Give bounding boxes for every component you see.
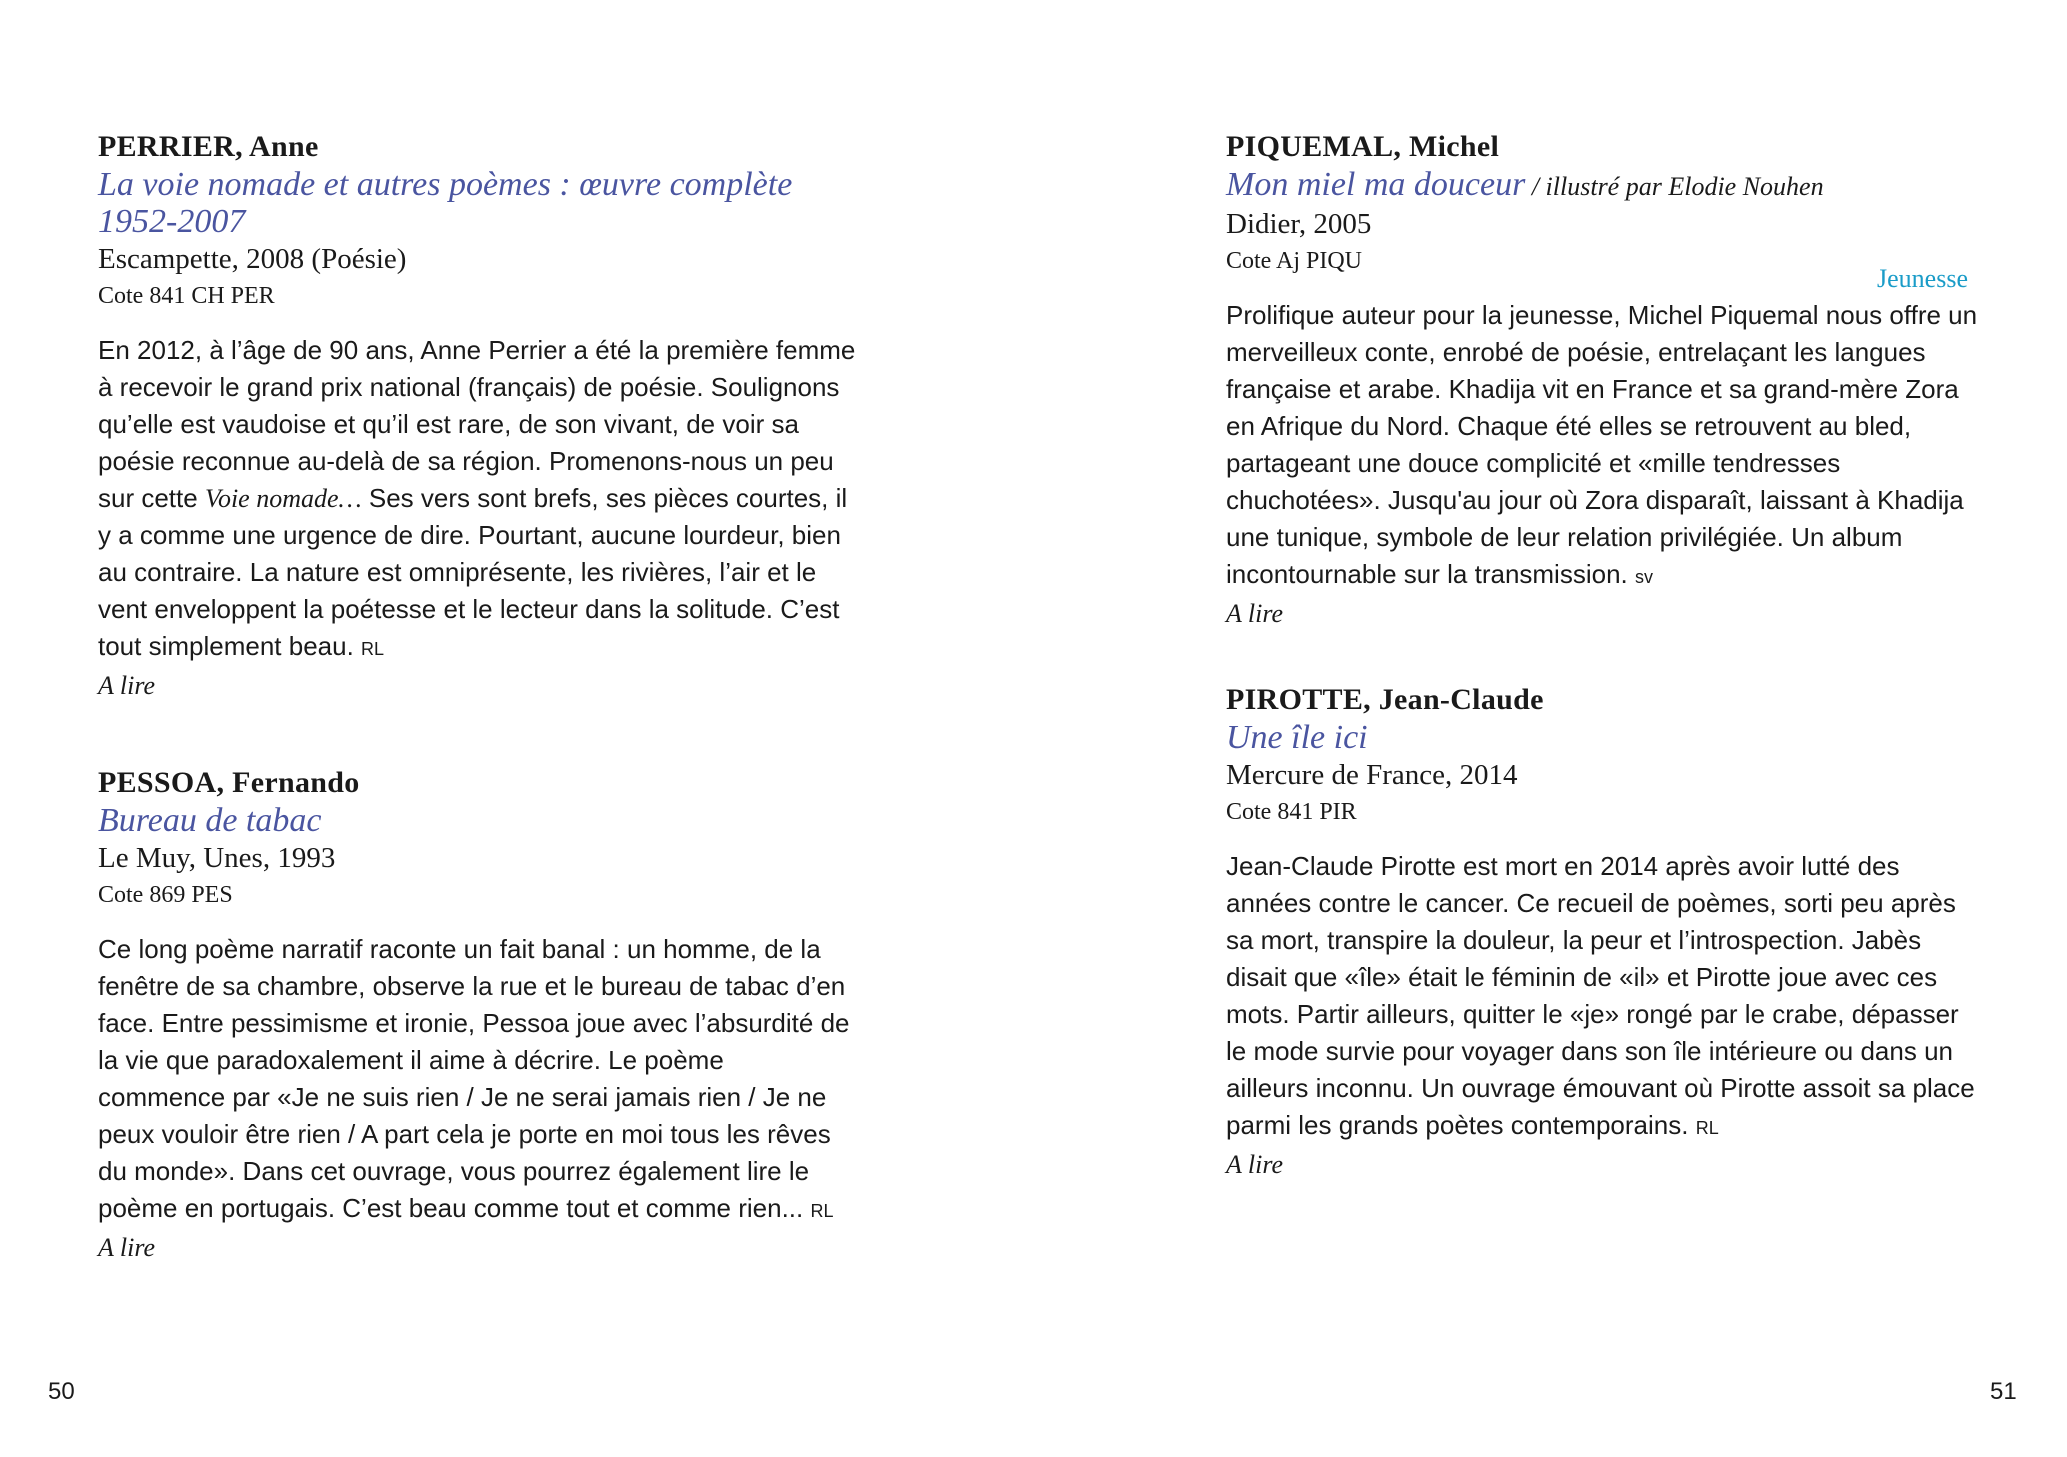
reviewer-initials: sv [1634, 567, 1653, 587]
author-name: PERRIER, Anne [98, 130, 319, 163]
review-text-part: En 2012, à l’âge de 90 ans, Anne Perrier a été la première femme à recevoir le grand prix national (français) de poésie. Soulignons qu’elle est vaudoise et qu’il est rare, de son vivant, de voir sa poésie reconnue au-delà de sa région. Promenons-nous un peu sur cette [98, 335, 856, 513]
illustrator-credit: / illustré par Elodie Nouhen [1525, 172, 1824, 201]
book-title-line: La voie nomade et autres poèmes : œuvre complète [98, 166, 793, 203]
right-page-column [1226, 128, 1986, 1183]
book-title [1226, 166, 1986, 205]
entry-perrier [98, 128, 858, 764]
review-text-part: Prolifique auteur pour la jeunesse, Michel Piquemal nous offre un merveilleux conte, enrobé de poésie, entrelaçant les langues française et arabe. Khadija vit en France et sa grand-mère Zora en Afrique du Nord. Chaque été elles se retrouvent au bled, partageant une douce complicité et «mille tendresses chuchotées». Jusqu'au jour où Zora disparaît, laissant à Khadija une tunique, symbole de leur relation privilégiée. Un album incontournable sur la transmission. [1226, 300, 1978, 589]
page-number-right: 51 [1990, 1378, 2017, 1405]
call-number: Cote 841 CH PER [98, 283, 275, 309]
review-text [98, 332, 858, 668]
category-tag: Jeunesse [1877, 264, 1968, 293]
recommendation-label: A lire [98, 671, 156, 700]
author-name: PESSOA, Fernando [98, 766, 360, 799]
book-title: Bureau de tabac [98, 802, 322, 839]
left-page-column [98, 128, 858, 1266]
review-text-part: Jean-Claude Pirotte est mort en 2014 après avoir lutté des années contre le cancer. Ce recueil de poèmes, sorti peu après sa mort, transpire la douleur, la peur et l’introspection. Jabès disait que «île» était le féminin de «il» et Pirotte joue avec ces mots. Partir ailleurs, quitter le «je» rongé par le crabe, dépasser le mode survie pour voyager dans son île intérieure ou dans un ailleurs inconnu. Un ouvrage émouvant où Pirotte assoit sa place parmi les grands poètes contemporains. [1226, 851, 1975, 1140]
call-number: Cote 869 PES [98, 882, 233, 908]
call-number: Cote Aj PIQU [1226, 248, 1363, 274]
entry-pirotte [1226, 681, 1986, 1183]
publisher: Mercure de France, 2014 [1226, 759, 1518, 791]
entry-pessoa [98, 764, 858, 1266]
book-title-text: Mon miel ma douceur [1226, 166, 1526, 203]
reviewer-initials: RL [1695, 1118, 1719, 1138]
reviewer-initials: RL [810, 1201, 834, 1221]
reviewer-initials: RL [361, 639, 385, 659]
book-title [98, 166, 858, 240]
book-title-line: 1952-2007 [98, 203, 246, 240]
author-name: PIROTTE, Jean-Claude [1226, 683, 1544, 716]
recommendation-label: A lire [98, 1233, 156, 1262]
book-title: Une île ici [1226, 719, 1368, 756]
review-text [98, 931, 858, 1230]
review-text-part: Ses vers sont brefs, ses pièces courtes, il y a comme une urgence de dire. Pourtant, aucune lourdeur, bien au contraire. La nature est omniprésente, les rivières, l’air et le vent enveloppent la poétesse et le lecteur dans la solitude. C’est tout simplement beau. [98, 483, 848, 661]
publisher: Le Muy, Unes, 1993 [98, 842, 336, 874]
entry-piquemal [1226, 128, 1986, 681]
publisher: Escampette, 2008 (Poésie) [98, 243, 407, 275]
publisher: Didier, 2005 [1226, 208, 1372, 240]
recommendation-label: A lire [1226, 599, 1284, 628]
review-text [1226, 848, 1986, 1147]
recommendation-label: A lire [1226, 1150, 1284, 1179]
review-italic-title: Voie nomade… [204, 484, 362, 513]
page-number-left: 50 [48, 1378, 75, 1405]
author-name: PIQUEMAL, Michel [1226, 130, 1500, 163]
call-number: Cote 841 PIR [1226, 799, 1357, 825]
review-text-part: Ce long poème narratif raconte un fait banal : un homme, de la fenêtre de sa chambre, observe la rue et le bureau de tabac d’en face. Entre pessimisme et ironie, Pessoa joue avec l’absurdité de la vie que paradoxalement il aime à décrire. Le poème commence par «Je ne suis rien / Je ne serai jamais rien / Je ne peux vouloir être rien / A part cela je porte en moi tous les rêves du monde». Dans cet ouvrage, vous pourrez également lire le poème en portugais. C’est beau comme tout et comme rien... [98, 934, 850, 1223]
review-text [1226, 297, 1986, 596]
